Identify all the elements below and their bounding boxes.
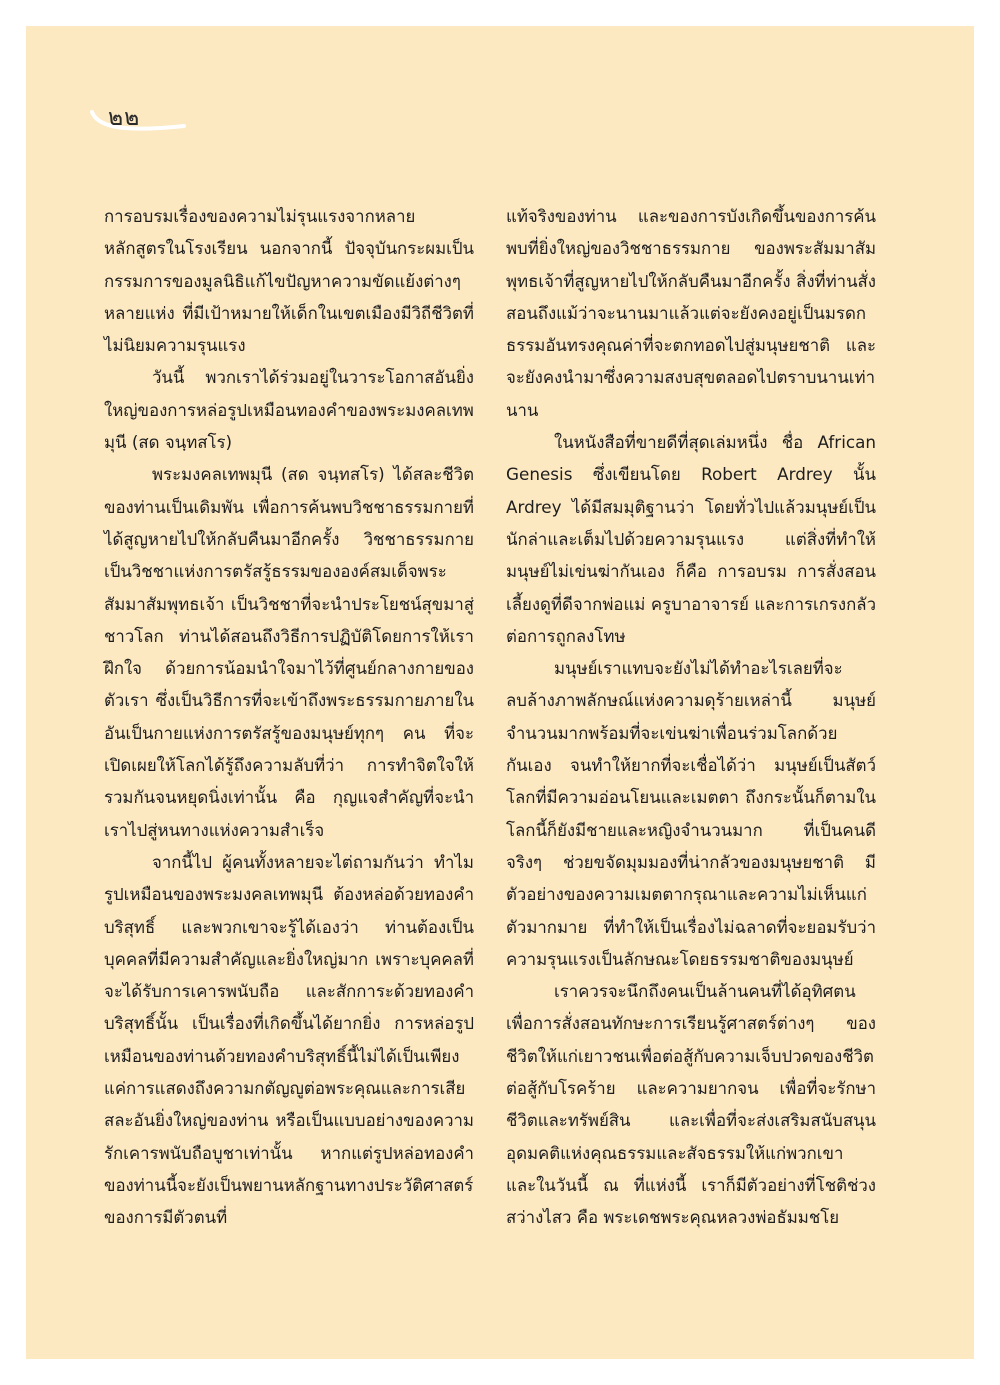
paragraph: มนุษย์เราแทบจะยังไม่ได้ทำอะไรเลยที่จะลบล้างภาพลักษณ์แห่งความดุร้ายเหล่านี้ มนุษย์จำนวนมากพร้อมที่จะเข่นฆ่าเพื่อนร่วมโลกด้วยกันเอง จนทำให้ยากที่จะเชื่อได้ว่า มนุษย์เป็นสัตว์โลกที่มีความอ่อนโยนและเมตตา ถึงกระนั้นก็ตามในโลกนี้ก็ยังมีชายและหญิงจำนวนมาก ที่เป็นคนดีจริงๆ ช่วยขจัดมุมมองที่น่ากลัวของมนุษยชาติ มีตัวอย่างของความเมตตากรุณาและความไม่เห็นแก่ตัวมากมาย ที่ทำให้เป็นเรื่องไม่ฉลาดที่จะยอมรับว่า ความรุนแรงเป็นลักษณะโดยธรรมชาติของมนุษย์	[506, 658, 876, 969]
paragraph: วันนี้ พวกเราได้ร่วมอยู่ในวาระโอกาสอันยิ่งใหญ่ของการหล่อรูปเหมือนทองคำของพระมงคลเทพมุนี (สด จนฺทสโร)	[104, 367, 474, 453]
paragraph: จากนี้ไป ผู้คนทั้งหลายจะไต่ถามกันว่า ทำไมรูปเหมือนของพระมงคลเทพมุนี ต้องหล่อด้วยทองคำบริสุทธิ์ และพวกเขาจะรู้ได้เองว่า ท่านต้องเป็นบุคคลที่มีความสำคัญและยิ่งใหญ่มาก เพราะบุคคลที่จะได้รับการเคารพนับถือ และสักการะด้วยทองคำบริสุทธิ์นั้น เป็นเรื่องที่เกิดขึ้นได้ยากยิ่ง การหล่อรูปเหมือนของท่านด้วยทองคำบริสุทธิ์นี้ไม่ได้เป็นเพียงแค่การแสดงถึงความกตัญญูต่อพระคุณและการเสียสละอันยิ่งใหญ่ของท่าน หรือเป็นแบบอย่างของความรักเคารพนับถือบูชาเท่านั้น หากแต่รูปหล่อทองคำของท่านนี้จะยังเป็นพยานหลักฐานทางประวัติศาสตร์ของการมีตัวตนที่	[104, 851, 474, 1228]
paragraph: เราควรจะนึกถึงคนเป็นล้านคนที่ได้อุทิศตนเพื่อการสั่งสอนทักษะการเรียนรู้ศาสตร์ต่างๆ ของชีวิตให้แก่เยาวชนเพื่อต่อสู้กับความเจ็บปวดของชีวิตต่อสู้กับโรคร้าย และความยากจน เพื่อที่จะรักษาชีวิตและทรัพย์สิน และเพื่อที่จะส่งเสริมสนับสนุนอุดมคติแห่งคุณธรรมและสัจธรรมให้แก่พวกเขา และในวันนี้ ณ ที่แห่งนี้ เราก็มีตัวอย่างที่โชติช่วง สว่างไสว คือ พระเดชพระคุณหลวงพ่อธัมมชโย	[506, 981, 876, 1228]
paragraph: การอบรมเรื่องของความไม่รุนแรงจากหลายหลักสูตรในโรงเรียน นอกจากนี้ ปัจจุบันกระผมเป็นกรรมการของมูลนิธิแก้ไขปัญหาความขัดแย้งต่างๆ หลายแห่ง ที่มีเป้าหมายให้เด็กในเขตเมืองมีวิถีชีวิตที่ไม่นิยมความรุนแรง	[104, 206, 474, 356]
right-text-column	[506, 200, 876, 1234]
paragraph: แท้จริงของท่าน และของการบังเกิดขึ้นของการค้นพบที่ยิ่งใหญ่ของวิชชาธรรมกาย ของพระสัมมาสัมพุทธเจ้าที่สูญหายไปให้กลับคืนมาอีกครั้ง สิ่งที่ท่านสั่งสอนถึงแม้ว่าจะนานมาแล้วแต่จะยังคงอยู่เป็นมรดกธรรมอันทรงคุณค่าที่จะตกทอดไปสู่มนุษยชาติ และจะยังคงนำมาซึ่งความสงบสุขตลอดไปตราบนานเท่านาน	[506, 206, 876, 420]
left-text-column	[104, 200, 474, 1234]
paragraph: ในหนังสือที่ขายดีที่สุดเล่มหนึ่ง ชื่อ African Genesis ซึ่งเขียนโดย Robert Ardrey นั้น Ardrey ได้มีสมมุติฐานว่า โดยทั่วไปแล้วมนุษย์เป็นนักล่าและเต็มไปด้วยความรุนแรง แต่สิ่งที่ทำให้มนุษย์ไม่เข่นฆ่ากันเอง ก็คือ การอบรม การสั่งสอนเลี้ยงดูที่ดีจากพ่อแม่ ครูบาอาจารย์ และการเกรงกลัวต่อการถูกลงโทษ	[506, 432, 876, 646]
page-number: ๒๒	[108, 105, 141, 131]
paragraph: พระมงคลเทพมุนี (สด จนฺทสโร) ได้สละชีวิตของท่านเป็นเดิมพัน เพื่อการค้นพบวิชชาธรรมกายที่ได้สูญหายไปให้กลับคืนมาอีกครั้ง วิชชาธรรมกายเป็นวิชชาแห่งการตรัสรู้ธรรมขององค์สมเด็จพระสัมมาสัมพุทธเจ้า เป็นวิชชาที่จะนำประโยชน์สุขมาสู่ชาวโลก ท่านได้สอนถึงวิธีการปฏิบัติโดยการให้เราฝึกใจ ด้วยการน้อมนำใจมาไว้ที่ศูนย์กลางกายของตัวเรา ซึ่งเป็นวิธีการที่จะเข้าถึงพระธรรมกายภายใน อันเป็นกายแห่งการตรัสรู้ของมนุษย์ทุกๆ คน ที่จะเปิดเผยให้โลกได้รู้ถึงความลับที่ว่า การทำจิตใจให้รวมกันจนหยุดนิ่งเท่านั้น คือ กุญแจสำคัญที่จะนำเราไปสู่หนทางแห่งความสำเร็จ	[104, 464, 474, 840]
